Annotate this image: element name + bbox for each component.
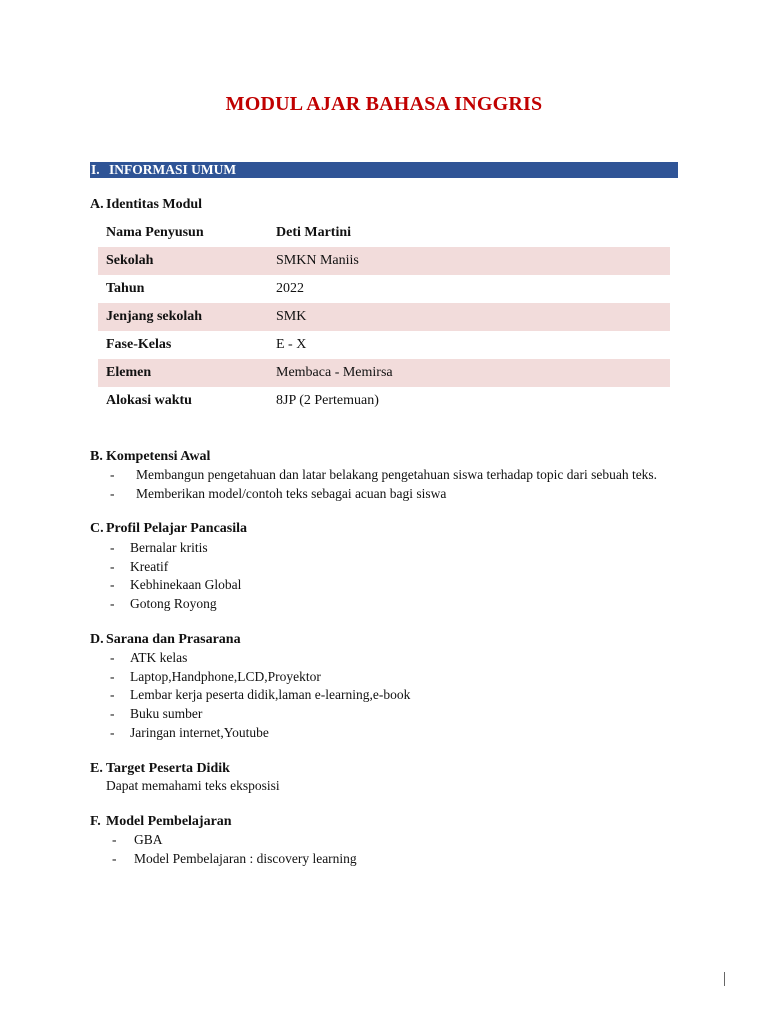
list-item-text: Jaringan internet,Youtube (130, 724, 269, 740)
subheading-letter: D. (90, 632, 104, 647)
subheading-target-peserta (90, 761, 230, 777)
table-row (98, 275, 670, 303)
row-value: Membaca - Memirsa (276, 365, 393, 380)
list-item (110, 558, 241, 577)
list-dash: - (110, 467, 115, 483)
list-item (110, 485, 657, 504)
list-item-text: Model Pembelajaran : discovery learning (134, 850, 357, 866)
row-value: SMK (276, 309, 307, 324)
list-dash: - (110, 558, 115, 574)
subheading-letter: A. (90, 197, 104, 212)
table-row (98, 359, 670, 387)
subheading-letter: F. (90, 814, 101, 829)
list-item (110, 466, 657, 485)
list-item (112, 850, 357, 869)
list-item (110, 705, 410, 724)
list-item-text: Kreatif (130, 558, 169, 574)
subheading-text: Model Pembelajaran (106, 814, 232, 829)
subheading-letter: B. (90, 449, 103, 464)
list-dash: - (110, 577, 115, 593)
model-list (112, 831, 357, 868)
subheading-sarana-prasarana (90, 632, 241, 648)
list-item-text: Gotong Royong (130, 596, 217, 612)
table-row (98, 387, 670, 415)
list-item (110, 539, 241, 558)
list-dash: - (110, 706, 115, 722)
subheading-text: Target Peserta Didik (106, 761, 230, 776)
sarana-list (110, 649, 410, 742)
row-value: Deti Martini (276, 225, 352, 240)
row-value: SMKN Maniis (276, 253, 359, 268)
list-item (112, 831, 357, 850)
section-header-informasi-umum (90, 162, 678, 178)
row-value: 2022 (276, 281, 304, 296)
table-row (98, 303, 670, 331)
identitas-table (98, 219, 670, 415)
list-dash: - (110, 596, 115, 612)
list-item (110, 595, 241, 614)
row-label: Fase-Kelas (106, 337, 172, 352)
list-item (110, 649, 410, 668)
table-row (98, 331, 670, 359)
list-dash: - (110, 650, 115, 666)
kompetensi-list (110, 466, 657, 503)
subheading-profil-pelajar (90, 521, 247, 537)
row-label: Tahun (106, 281, 145, 296)
list-item-text: Lembar kerja peserta didik,laman e-learning,e-book (130, 687, 411, 703)
list-item (110, 668, 410, 687)
list-item-text: Laptop,Handphone,LCD,Proyektor (130, 668, 321, 684)
list-item-text: GBA (134, 832, 163, 848)
row-label: Alokasi waktu (106, 393, 192, 408)
profil-list (110, 539, 241, 613)
row-value: E - X (276, 337, 307, 352)
subheading-model-pembelajaran (90, 814, 232, 830)
list-item (110, 686, 410, 705)
list-dash: - (110, 687, 115, 703)
table-row (98, 247, 670, 275)
target-text: Dapat memahami teks eksposisi (106, 778, 280, 793)
subheading-letter: E. (90, 761, 103, 776)
section-number: I. (91, 162, 100, 177)
row-label: Sekolah (106, 253, 154, 268)
section-title: INFORMASI UMUM (109, 162, 237, 177)
row-label: Elemen (106, 365, 152, 380)
document-title: MODUL AJAR BAHASA INGGRIS (225, 93, 543, 115)
row-value: 8JP (2 Pertemuan) (276, 393, 379, 408)
list-dash: - (110, 485, 115, 501)
subheading-text: Sarana dan Prasarana (106, 632, 241, 647)
subheading-text: Profil Pelajar Pancasila (106, 521, 248, 536)
row-label: Jenjang sekolah (106, 309, 203, 324)
list-item-text: ATK kelas (130, 650, 188, 666)
subheading-kompetensi-awal (90, 449, 210, 465)
list-item-text: Memberikan model/contoh teks sebagai acuan bagi siswa (136, 485, 447, 501)
list-item-text: Buku sumber (130, 706, 203, 722)
list-item (110, 576, 241, 595)
list-dash: - (110, 724, 115, 740)
subheading-text: Kompetensi Awal (106, 449, 211, 464)
row-label: Nama Penyusun (106, 225, 204, 240)
list-item-text: Kebhinekaan Global (130, 577, 242, 593)
subheading-identitas-modul (90, 197, 202, 213)
list-dash: - (112, 832, 117, 848)
subheading-text: Identitas Modul (106, 197, 203, 212)
subheading-letter: C. (90, 521, 104, 536)
list-item (110, 723, 410, 742)
list-item-text: Membangun pengetahuan dan latar belakang pengetahuan siswa terhadap topic dari sebuah teks. (136, 467, 658, 483)
list-dash: - (112, 850, 117, 866)
list-item-text: Bernalar kritis (130, 540, 208, 556)
list-dash: - (110, 540, 115, 556)
table-row (98, 219, 670, 247)
list-dash: - (110, 668, 115, 684)
page-footer-mark (724, 972, 725, 986)
